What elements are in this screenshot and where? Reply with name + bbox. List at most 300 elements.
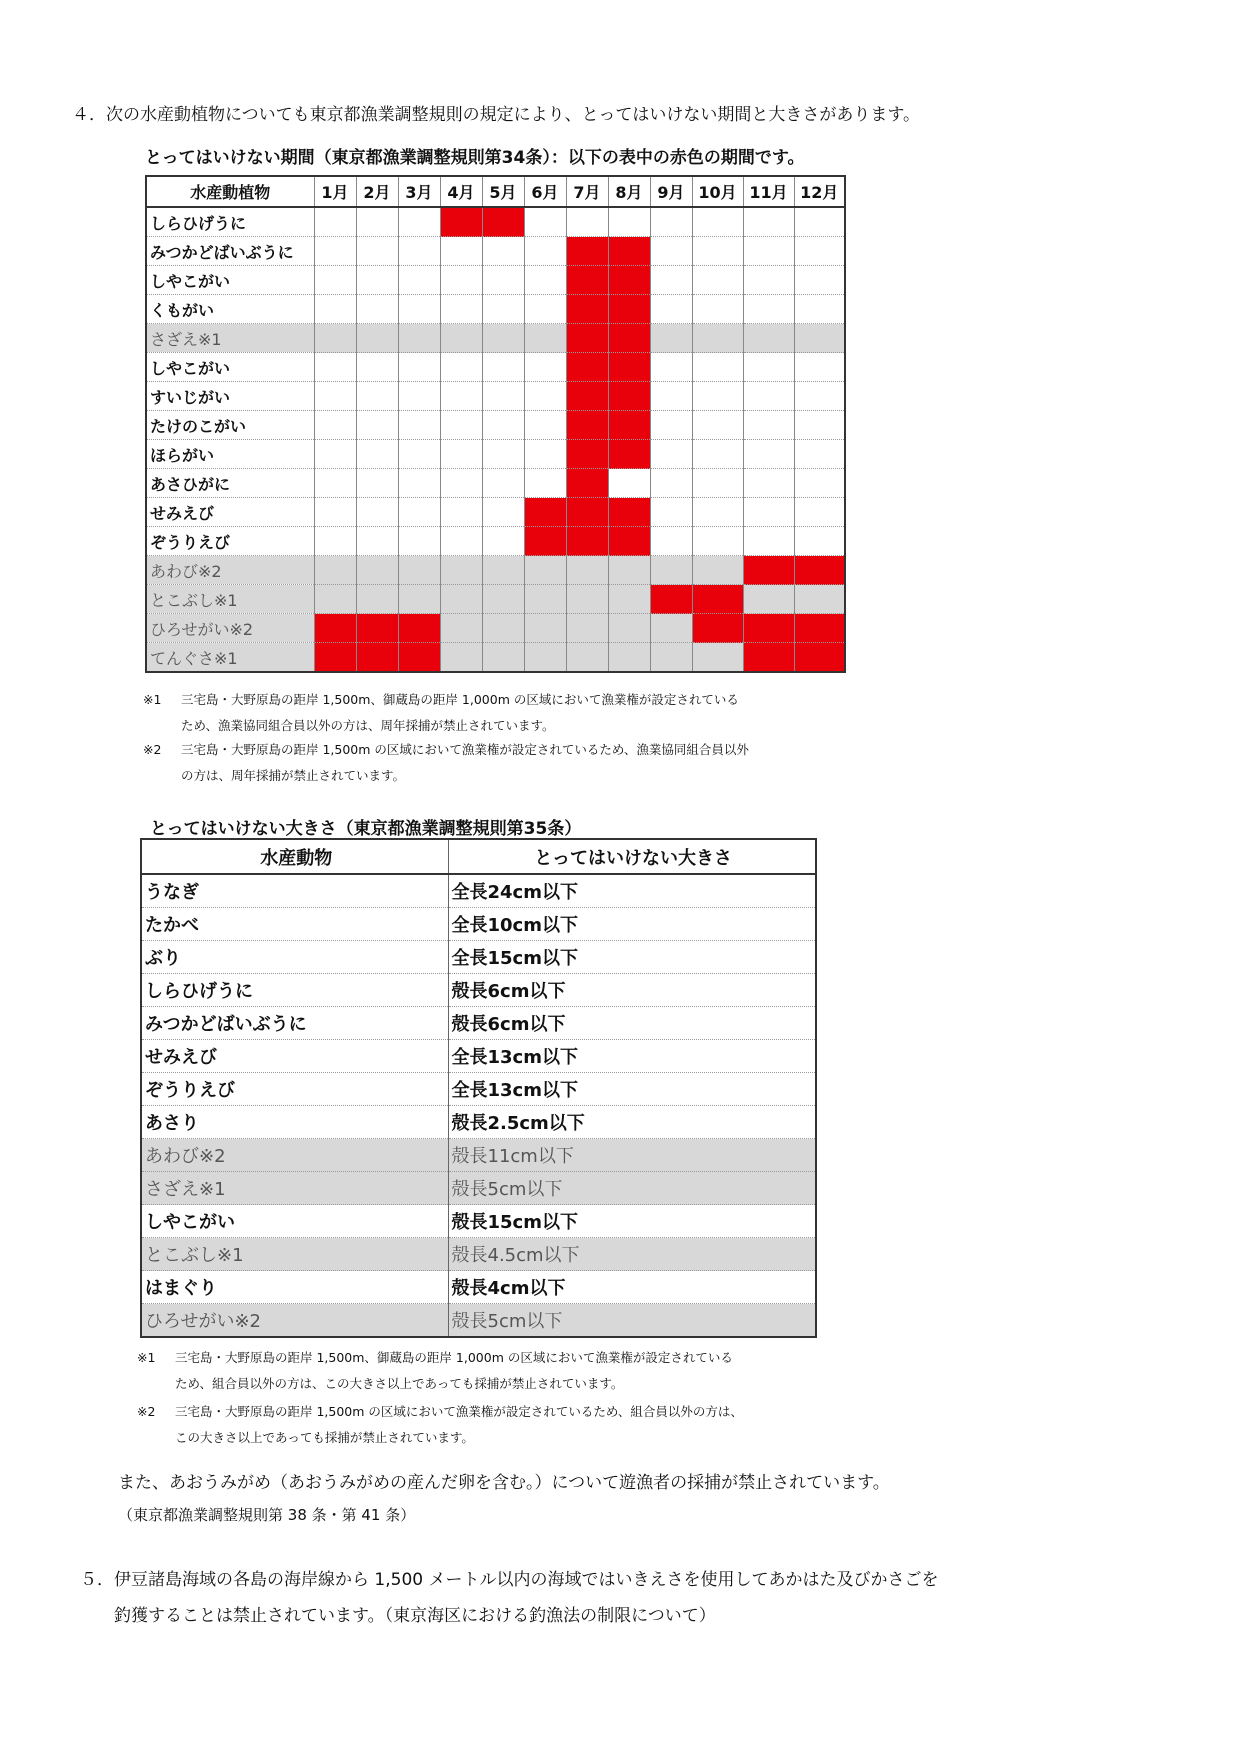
open-month-cell <box>356 237 398 266</box>
open-month-cell <box>524 469 566 498</box>
header-month: 9月 <box>650 176 692 207</box>
closed-month-cell <box>566 237 608 266</box>
open-month-cell <box>314 324 356 353</box>
open-month-cell <box>650 556 692 585</box>
open-month-cell <box>743 527 794 556</box>
open-month-cell <box>440 527 482 556</box>
open-month-cell <box>440 469 482 498</box>
open-month-cell <box>356 295 398 324</box>
closed-month-cell <box>692 614 743 643</box>
closed-month-cell <box>794 643 845 673</box>
animal-name: ぶり <box>141 941 448 974</box>
open-month-cell <box>440 556 482 585</box>
animal-name: ひろせがい※2 <box>141 1304 448 1338</box>
period-note-1 <box>143 687 739 739</box>
size-limit: 殻長2.5cm以下 <box>448 1106 816 1139</box>
open-month-cell <box>440 295 482 324</box>
period-row <box>146 266 845 295</box>
open-month-cell <box>440 324 482 353</box>
closed-month-cell <box>608 266 650 295</box>
species-name: すいじがい <box>146 382 314 411</box>
open-month-cell <box>650 643 692 673</box>
open-month-cell <box>398 353 440 382</box>
open-month-cell <box>524 440 566 469</box>
open-month-cell <box>356 585 398 614</box>
species-name: しやこがい <box>146 266 314 295</box>
period-row <box>146 527 845 556</box>
header-size: とってはいけない大きさ <box>448 839 816 874</box>
note-line: 三宅島・大野原島の距岸 1,500m の区域において漁業権が設定されているため、漁業協同組合員以外 <box>181 742 749 757</box>
open-month-cell <box>356 469 398 498</box>
note-line: の方は、周年採捕が禁止されています。 <box>181 768 406 783</box>
open-month-cell <box>356 207 398 237</box>
closed-month-cell <box>743 556 794 585</box>
closed-month-cell <box>608 498 650 527</box>
open-month-cell <box>482 237 524 266</box>
note-line: ため、組合員以外の方は、この大きさ以上であっても採捕が禁止されています。 <box>175 1376 624 1391</box>
open-month-cell <box>794 382 845 411</box>
size-limit: 殻長15cm以下 <box>448 1205 816 1238</box>
open-month-cell <box>314 353 356 382</box>
period-row <box>146 237 845 266</box>
species-name: とこぶし※1 <box>146 585 314 614</box>
open-month-cell <box>314 237 356 266</box>
open-month-cell <box>608 556 650 585</box>
open-month-cell <box>608 207 650 237</box>
open-month-cell <box>794 324 845 353</box>
header-month: 11月 <box>743 176 794 207</box>
size-limit: 殻長5cm以下 <box>448 1304 816 1338</box>
open-month-cell <box>566 556 608 585</box>
closed-month-cell <box>566 266 608 295</box>
open-month-cell <box>692 353 743 382</box>
open-month-cell <box>743 207 794 237</box>
size-row <box>141 1205 816 1238</box>
open-month-cell <box>398 237 440 266</box>
open-month-cell <box>524 295 566 324</box>
closed-month-cell <box>314 643 356 673</box>
open-month-cell <box>482 440 524 469</box>
open-month-cell <box>356 411 398 440</box>
period-row <box>146 411 845 440</box>
item5-line1: ５．伊豆諸島海域の各島の海岸線から 1,500 メートル以内の海域ではいきえさを使用してあかはた及びかさごを <box>80 1570 939 1590</box>
species-name: あさひがに <box>146 469 314 498</box>
size-row <box>141 1172 816 1205</box>
open-month-cell <box>794 585 845 614</box>
size-table-title: とってはいけない大きさ（東京都漁業調整規則第35条） <box>150 819 582 839</box>
closed-month-cell <box>692 585 743 614</box>
closed-month-cell <box>743 643 794 673</box>
open-month-cell <box>482 498 524 527</box>
open-month-cell <box>743 440 794 469</box>
open-month-cell <box>692 440 743 469</box>
closed-month-cell <box>440 207 482 237</box>
open-month-cell <box>794 266 845 295</box>
open-month-cell <box>398 498 440 527</box>
open-month-cell <box>482 382 524 411</box>
open-month-cell <box>794 353 845 382</box>
open-month-cell <box>356 556 398 585</box>
open-month-cell <box>692 382 743 411</box>
open-month-cell <box>314 411 356 440</box>
open-month-cell <box>650 614 692 643</box>
size-row <box>141 1238 816 1271</box>
header-month: 4月 <box>440 176 482 207</box>
open-month-cell <box>398 382 440 411</box>
open-month-cell <box>743 237 794 266</box>
size-note-1 <box>137 1345 733 1397</box>
open-month-cell <box>692 498 743 527</box>
closed-month-cell <box>356 614 398 643</box>
open-month-cell <box>482 353 524 382</box>
open-month-cell <box>524 353 566 382</box>
open-month-cell <box>743 411 794 440</box>
open-month-cell <box>794 527 845 556</box>
closed-month-cell <box>566 324 608 353</box>
open-month-cell <box>398 295 440 324</box>
closed-month-cell <box>398 643 440 673</box>
open-month-cell <box>650 498 692 527</box>
note-line: ため、漁業協同組合員以外の方は、周年採捕が禁止されています。 <box>181 718 555 733</box>
open-month-cell <box>524 207 566 237</box>
item4-text: ４．次の水産動植物についても東京都漁業調整規則の規定により、とってはいけない期間と大きさがあります。 <box>72 105 920 125</box>
header-month: 12月 <box>794 176 845 207</box>
note-line: 三宅島・大野原島の距岸 1,500m の区域において漁業権が設定されているため、組合員以外の方は、 <box>175 1404 743 1419</box>
size-limit: 全長15cm以下 <box>448 941 816 974</box>
closed-month-cell <box>566 498 608 527</box>
open-month-cell <box>524 643 566 673</box>
open-month-cell <box>440 643 482 673</box>
period-row <box>146 585 845 614</box>
size-row <box>141 874 816 908</box>
size-limit: 全長24cm以下 <box>448 874 816 908</box>
open-month-cell <box>482 556 524 585</box>
open-month-cell <box>524 585 566 614</box>
open-month-cell <box>743 266 794 295</box>
species-name: ひろせがい※2 <box>146 614 314 643</box>
header-species: 水産動植物 <box>146 176 314 207</box>
open-month-cell <box>692 469 743 498</box>
period-row <box>146 207 845 237</box>
open-month-cell <box>314 266 356 295</box>
open-month-cell <box>440 237 482 266</box>
closed-month-cell <box>650 585 692 614</box>
open-month-cell <box>692 643 743 673</box>
open-month-cell <box>566 614 608 643</box>
species-name: くもがい <box>146 295 314 324</box>
size-limit: 殻長6cm以下 <box>448 974 816 1007</box>
open-month-cell <box>650 295 692 324</box>
open-month-cell <box>440 498 482 527</box>
size-limit: 殻長5cm以下 <box>448 1172 816 1205</box>
green-turtle-notice: また、あおうみがめ（あおうみがめの産んだ卵を含む。）について遊漁者の採捕が禁止されています。 <box>118 1473 890 1493</box>
size-limit: 殻長4cm以下 <box>448 1271 816 1304</box>
open-month-cell <box>794 295 845 324</box>
open-month-cell <box>398 527 440 556</box>
open-month-cell <box>650 411 692 440</box>
open-month-cell <box>482 527 524 556</box>
open-month-cell <box>482 585 524 614</box>
animal-name: あさり <box>141 1106 448 1139</box>
closed-month-cell <box>608 237 650 266</box>
period-row <box>146 614 845 643</box>
open-month-cell <box>608 614 650 643</box>
open-month-cell <box>356 353 398 382</box>
open-month-cell <box>608 585 650 614</box>
open-month-cell <box>356 382 398 411</box>
green-turtle-reference: （東京都漁業調整規則第 38 条・第 41 条） <box>118 1506 416 1524</box>
open-month-cell <box>794 207 845 237</box>
size-table-header <box>141 839 816 874</box>
open-month-cell <box>482 295 524 324</box>
open-month-cell <box>524 614 566 643</box>
period-row <box>146 324 845 353</box>
closed-month-cell <box>566 527 608 556</box>
size-row <box>141 1106 816 1139</box>
open-month-cell <box>743 469 794 498</box>
open-month-cell <box>566 643 608 673</box>
open-month-cell <box>356 324 398 353</box>
open-month-cell <box>692 411 743 440</box>
note-line: この大きさ以上であっても採捕が禁止されています。 <box>175 1430 474 1445</box>
open-month-cell <box>794 498 845 527</box>
note-line: 三宅島・大野原島の距岸 1,500m、御蔵島の距岸 1,000m の区域において漁業権が設定されている <box>181 692 739 707</box>
period-row <box>146 295 845 324</box>
animal-name: はまぐり <box>141 1271 448 1304</box>
closed-month-cell <box>566 411 608 440</box>
closed-month-cell <box>524 498 566 527</box>
open-month-cell <box>440 614 482 643</box>
open-month-cell <box>692 207 743 237</box>
note-line: 三宅島・大野原島の距岸 1,500m、御蔵島の距岸 1,000m の区域において漁業権が設定されている <box>175 1350 733 1365</box>
open-month-cell <box>398 556 440 585</box>
open-month-cell <box>794 411 845 440</box>
animal-name: うなぎ <box>141 874 448 908</box>
open-month-cell <box>650 353 692 382</box>
open-month-cell <box>314 295 356 324</box>
closed-month-cell <box>566 469 608 498</box>
species-name: さざえ※1 <box>146 324 314 353</box>
open-month-cell <box>650 266 692 295</box>
item5-line2: 釣獲することは禁止されています。（東京海区における釣漁法の制限について） <box>114 1606 716 1626</box>
size-row <box>141 1007 816 1040</box>
open-month-cell <box>794 469 845 498</box>
species-name: たけのこがい <box>146 411 314 440</box>
species-name: ぞうりえび <box>146 527 314 556</box>
open-month-cell <box>650 440 692 469</box>
animal-name: とこぶし※1 <box>141 1238 448 1271</box>
open-month-cell <box>743 353 794 382</box>
open-month-cell <box>608 643 650 673</box>
animal-name: しやこがい <box>141 1205 448 1238</box>
open-month-cell <box>608 469 650 498</box>
period-row <box>146 498 845 527</box>
open-month-cell <box>482 411 524 440</box>
open-month-cell <box>314 585 356 614</box>
open-month-cell <box>440 353 482 382</box>
animal-name: さざえ※1 <box>141 1172 448 1205</box>
header-month: 8月 <box>608 176 650 207</box>
open-month-cell <box>440 440 482 469</box>
closed-month-cell <box>314 614 356 643</box>
open-month-cell <box>650 527 692 556</box>
header-month: 6月 <box>524 176 566 207</box>
size-row <box>141 1304 816 1338</box>
closed-month-cell <box>608 440 650 469</box>
open-month-cell <box>398 440 440 469</box>
size-limit: 全長13cm以下 <box>448 1073 816 1106</box>
open-month-cell <box>398 207 440 237</box>
open-month-cell <box>566 585 608 614</box>
open-month-cell <box>314 498 356 527</box>
note-mark: ※2 <box>137 1404 156 1419</box>
closed-month-cell <box>566 440 608 469</box>
closed-month-cell <box>794 614 845 643</box>
period-note-2 <box>143 737 749 789</box>
open-month-cell <box>692 237 743 266</box>
animal-name: たかべ <box>141 908 448 941</box>
size-row <box>141 1271 816 1304</box>
closed-month-cell <box>608 527 650 556</box>
species-name: せみえび <box>146 498 314 527</box>
header-month: 3月 <box>398 176 440 207</box>
open-month-cell <box>566 207 608 237</box>
size-limit: 全長13cm以下 <box>448 1040 816 1073</box>
species-name: みつかどばいぶうに <box>146 237 314 266</box>
open-month-cell <box>650 469 692 498</box>
closed-month-cell <box>482 207 524 237</box>
open-month-cell <box>524 382 566 411</box>
open-month-cell <box>650 237 692 266</box>
period-row <box>146 469 845 498</box>
header-month: 7月 <box>566 176 608 207</box>
open-month-cell <box>356 440 398 469</box>
period-row <box>146 382 845 411</box>
open-month-cell <box>440 585 482 614</box>
closed-month-cell <box>356 643 398 673</box>
open-month-cell <box>650 207 692 237</box>
open-month-cell <box>692 556 743 585</box>
open-month-cell <box>524 324 566 353</box>
closed-month-cell <box>794 556 845 585</box>
open-month-cell <box>314 556 356 585</box>
size-limit: 殻長4.5cm以下 <box>448 1238 816 1271</box>
open-month-cell <box>524 237 566 266</box>
closed-month-cell <box>743 614 794 643</box>
species-name: てんぐさ※1 <box>146 643 314 673</box>
closed-month-cell <box>398 614 440 643</box>
period-row <box>146 353 845 382</box>
open-month-cell <box>482 643 524 673</box>
open-month-cell <box>398 324 440 353</box>
animal-name: みつかどばいぶうに <box>141 1007 448 1040</box>
closed-month-cell <box>524 527 566 556</box>
closed-period-table <box>145 175 846 673</box>
size-row <box>141 1040 816 1073</box>
size-note-2 <box>137 1399 743 1451</box>
note-mark: ※1 <box>143 692 162 707</box>
header-month: 5月 <box>482 176 524 207</box>
open-month-cell <box>743 295 794 324</box>
open-month-cell <box>398 411 440 440</box>
header-month: 1月 <box>314 176 356 207</box>
size-row <box>141 941 816 974</box>
open-month-cell <box>356 527 398 556</box>
animal-name: せみえび <box>141 1040 448 1073</box>
open-month-cell <box>794 237 845 266</box>
closed-month-cell <box>608 324 650 353</box>
closed-month-cell <box>608 411 650 440</box>
open-month-cell <box>524 556 566 585</box>
size-limit: 殻長6cm以下 <box>448 1007 816 1040</box>
open-month-cell <box>482 614 524 643</box>
open-month-cell <box>482 266 524 295</box>
size-limit-table <box>140 838 817 1338</box>
size-row <box>141 1139 816 1172</box>
closed-month-cell <box>608 295 650 324</box>
closed-month-cell <box>566 353 608 382</box>
open-month-cell <box>398 585 440 614</box>
open-month-cell <box>650 382 692 411</box>
open-month-cell <box>743 382 794 411</box>
period-table-header <box>146 176 845 207</box>
header-month: 2月 <box>356 176 398 207</box>
animal-name: あわび※2 <box>141 1139 448 1172</box>
open-month-cell <box>743 324 794 353</box>
header-month: 10月 <box>692 176 743 207</box>
item5-text <box>80 1562 938 1634</box>
open-month-cell <box>440 411 482 440</box>
open-month-cell <box>398 469 440 498</box>
closed-month-cell <box>608 353 650 382</box>
open-month-cell <box>314 440 356 469</box>
animal-name: しらひげうに <box>141 974 448 1007</box>
open-month-cell <box>440 266 482 295</box>
open-month-cell <box>692 324 743 353</box>
species-name: しやこがい <box>146 353 314 382</box>
species-name: しらひげうに <box>146 207 314 237</box>
species-name: ほらがい <box>146 440 314 469</box>
period-row <box>146 440 845 469</box>
animal-name: ぞうりえび <box>141 1073 448 1106</box>
open-month-cell <box>692 295 743 324</box>
open-month-cell <box>314 469 356 498</box>
open-month-cell <box>398 266 440 295</box>
header-animal: 水産動物 <box>141 839 448 874</box>
size-limit: 殻長11cm以下 <box>448 1139 816 1172</box>
note-mark: ※1 <box>137 1350 156 1365</box>
open-month-cell <box>524 411 566 440</box>
closed-month-cell <box>608 382 650 411</box>
period-table-title: とってはいけない期間（東京都漁業調整規則第34条）：以下の表中の赤色の期間です。 <box>145 148 805 168</box>
open-month-cell <box>743 585 794 614</box>
size-row <box>141 1073 816 1106</box>
species-name: あわび※2 <box>146 556 314 585</box>
period-row <box>146 556 845 585</box>
size-row <box>141 974 816 1007</box>
open-month-cell <box>482 324 524 353</box>
open-month-cell <box>524 266 566 295</box>
period-row <box>146 643 845 673</box>
open-month-cell <box>482 469 524 498</box>
open-month-cell <box>314 382 356 411</box>
note-mark: ※2 <box>143 742 162 757</box>
size-limit: 全長10cm以下 <box>448 908 816 941</box>
open-month-cell <box>314 527 356 556</box>
open-month-cell <box>692 266 743 295</box>
size-row <box>141 908 816 941</box>
open-month-cell <box>794 440 845 469</box>
